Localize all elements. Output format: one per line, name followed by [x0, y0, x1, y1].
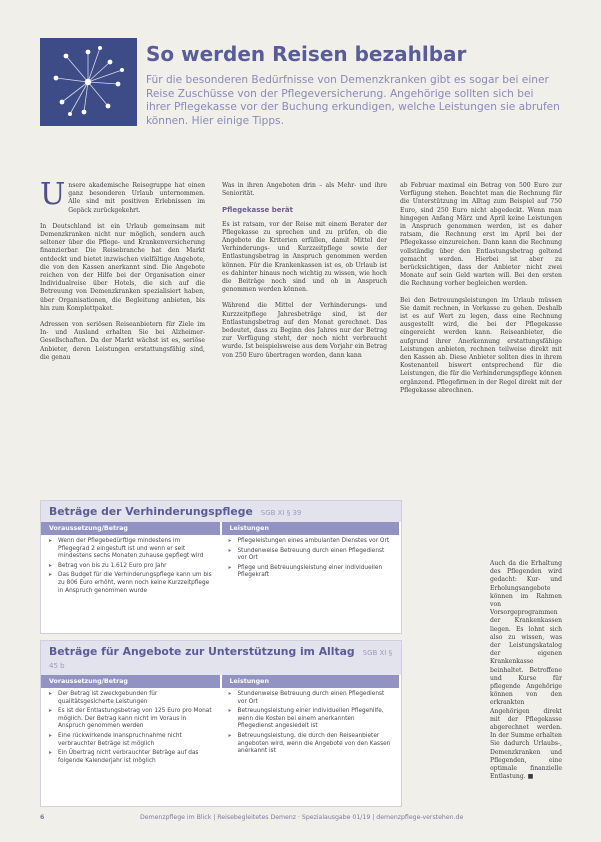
- info-table: [41, 675, 401, 770]
- subheading: Pflegekasse berät: [222, 206, 294, 215]
- page-number: 6: [40, 814, 45, 821]
- column-header: Voraussetzung/Betrag: [41, 675, 221, 688]
- table-cell: [221, 535, 401, 600]
- info-box-verhinderungspflege: [40, 500, 402, 634]
- list-item: ▸ Wenn der Pflegebedürftige mindestens im Pflegegrad 2 eingestuft ist und wenn er seit mindestens sechs Monaten zuhause gepflegt wird: [58, 538, 213, 561]
- list-item: ▸ Ein Übertrag nicht verbrauchter Beträge auf das folgende Kalenderjahr ist möglich: [58, 750, 213, 765]
- list-item: ▸ Es ist der Entlastungsbetrag von 125 Euro pro Monat möglich. Der Betrag kann nicht im Voraus in Anspruch genommen werden: [58, 708, 213, 731]
- paragraph: In Deutschland ist ein Urlaub gemeinsam mit Demenzkranken nicht nur möglich, sondern auch seltener über die Pflege- und Krankenversicherung finanzierbar. Die Reisebranche hat den Markt entdeckt und bietet inzwischen vielfältige Angebote, die von den Kassen anerkannt sind. Die Angebote reichen von der Hilfe bei der Organisation einer Individualreise über Hotels, die sich auf die Betreuung von Demenzkranken spezialisiert haben, über Organisationen, die Begleitung anbieten, bis hin zum Komplettpaket.: [40, 222, 205, 312]
- list-item: ▸ Pflegeleistungen eines ambulanten Dienstes vor Ort: [238, 538, 393, 546]
- table-cell: [41, 535, 221, 600]
- bullet-list: [49, 538, 213, 595]
- paragraph: [40, 177, 205, 215]
- text-column-2: [222, 182, 387, 368]
- paragraph: Was in ihren Angeboten drin – als Mehr- und ihre Seniorität.: [222, 182, 387, 198]
- paragraph: Adressen von seriösen Reiseanbietern für Ziele im In- und Ausland erhalten Sie bei Alzheimer-Gesellschaften. Da der Markt wächst ist es, seriöse Anbieter, deren Leistungen erstattungsfähig sind, die genau: [40, 321, 205, 361]
- table-cell: [221, 688, 401, 770]
- text-column-1: [40, 177, 205, 370]
- article-title: So werden Reisen bezahlbar: [146, 42, 467, 66]
- paragraph: Bei den Betreuungsleistungen im Urlaub müssen Sie damit rechnen, in Vorkasse zu gehen. Deshalb ist es auf Wert zu legen, dass eine Rechnung ausgestellt wird, die bei der Pflegekasse eingereicht werden kann. Reiseanbieter, die aufgrund ihrer Anerkennung erstattungsfähige Leistungen anbieten, rechnen teilweise direkt mit den Kassen ab. Diese Anbieter sollten dies in ihrem Kostenanteil biswert entsprechend für die Leistungen, die für die Verhinderungspflege können ergänzend. Pflegefirmen in der Regel direkt mit der Pflegekasse abrechnen.: [400, 296, 562, 394]
- text-column-3-continued: [490, 560, 562, 789]
- page-footer: [40, 814, 562, 821]
- dandelion-icon: [40, 38, 137, 126]
- paragraph: Es ist ratsam, vor der Reise mit einem Berater der Pflegekasse zu sprechen und zu prüfen, ob die Angebote die Kriterien erfüllen, damit Mittel der Verhinderungs- und Kurzzeitpflege sowie der Entlastungsbetrag in Anspruch genommen werden können. Für die Krankenkassen ist es, ob Urlaub ist es dahinter hinaus noch wichtig zu wissen, wie hoch die Beiträge noch sind und ob in Anspruch genommen werden können.: [222, 220, 387, 294]
- list-item: ▸ Pflege und Betreuungsleistung einer individuellen Pflegekraft: [238, 565, 393, 580]
- paragraph-text: nsere akademische Reisegruppe hat einen ganz besonderen Urlaub unternommen. Alle sind mit positiven Erlebnissen im Gepäck zurückgekehrt.: [68, 182, 205, 214]
- bullet-list: [49, 691, 213, 765]
- box-title: [41, 501, 401, 522]
- box-title-text: Beträge für Angebote zur Unterstützung im Alltag: [49, 645, 355, 658]
- law-reference: SGB XI § 39: [260, 509, 302, 517]
- column-header: Voraussetzung/Betrag: [41, 522, 221, 535]
- text-column-3: [400, 182, 562, 403]
- list-item: ▸ Betrag von bis zu 1.612 Euro pro Jahr: [58, 563, 213, 571]
- list-item: ▸ Betreuungsleistung einer individuellen Pflegehilfe, wenn die Kosten bei einem anerkannten Pflegedienst angesiedelt ist: [238, 708, 393, 731]
- info-box-alltag: [40, 640, 402, 807]
- column-header: Leistungen: [221, 675, 401, 688]
- list-item: ▸ Eine rückwirkende Inanspruchnahme nicht verbrauchter Beträge ist möglich: [58, 733, 213, 748]
- column-header: Leistungen: [221, 522, 401, 535]
- paragraph: Während die Mittel der Verhinderungs- und Kurzzeitpflege Jahresbeträge sind, ist der Entlastungsbetrag auf den Monat gerechnet. Das bedeutet, dass zu Beginn des Jahres nur der Betrag zur Verfügung steht, der noch nicht verbraucht wurde. Ist beispielsweise aus dem Vorjahr ein Betrag von 250 Euro übertragen worden, dann kann: [222, 302, 387, 359]
- list-item: ▸ Stundenweise Betreuung durch einen Pflegedienst vor Ort: [238, 691, 393, 706]
- box-title-text: Beträge der Verhinderungspflege: [49, 505, 253, 518]
- paragraph: Auch da die Erhaltung des Pflegenden wird gedacht: Kur- und Erholungsangebote können im Rahmen von Vorsorgeprogrammen der Krankenkassen liegen. Es lohnt sich also zu wissen, was der Leistungskatalog der eigenen Krankenkasse beinhaltet. Betroffene und Kurse für pflegende Angehörige können von den erkrankten Angehörigen direkt mit der Pflegekasse abgerechnet werden. In der Summe erhalten Sie dadurch Urlaubs-, Demenzkranken und Pflegenden, eine optimale finanzielle Entlastung. ■: [490, 560, 562, 781]
- list-item: ▸ Das Budget für die Verhinderungspflege kann um bis zu 806 Euro erhöht, wenn noch keine Kurzzeitpflege in Anspruch genommen wurde: [58, 572, 213, 595]
- law-reference: SGB XI § 45 b: [49, 649, 393, 670]
- bullet-list: [229, 691, 393, 756]
- box-title: [41, 641, 401, 675]
- drop-cap: U: [40, 177, 66, 212]
- bullet-list: [229, 538, 393, 580]
- list-item: ▸ Stundenweise Betreuung durch einen Pflegedienst vor Ort: [238, 548, 393, 563]
- paragraph: ab Februar maximal ein Betrag von 500 Euro zur Verfügung stehen. Beachtet man die Rechnung für die Unterstützung im Alltag zum Beispiel auf 750 Euro, sind 250 Euro nicht abgedeckt. Wenn man hingegen Anfang März und April keine Leistungen in Anspruch genommen werden, ist es daher ratsam, die Rechnung erst im April bei der Pflegekasse einzureichen. Dann kann die Rechnung vollständig über den Entlastungsbetrag geltend gemacht werden. Hierbei ist aber zu berücksichtigen, dass der Anbieter nicht zwei Monate auf sein Geld warten will. Bei den ersten die Rechnung vorher begleichen werden.: [400, 182, 562, 288]
- list-item: ▸ Betreuungsleistung, die durch den Reiseanbieter angeboten wird, wenn die Angebote von den Kassen anerkannt ist: [238, 733, 393, 756]
- table-cell: [41, 688, 221, 770]
- footer-text: Demenzpflege im Blick | Reisebegleitetes Demenz · Spezialausgabe 01/19 | demenzpflege-verstehen.de: [140, 814, 464, 821]
- intro-text: Für die besonderen Bedürfnisse von Demenzkranken gibt es sogar bei einer Reise Zuschüsse von der Pflegeversicherung. Angehörige sollten sich bei ihrer Pflegekasse vor der Buchung erkundigen, welche Leistungen sie abrufen können. Hier einige Tipps.: [146, 74, 560, 127]
- list-item: ▸ Der Betrag ist zweckgebunden für qualitätsgesicherte Leistungen: [58, 691, 213, 706]
- info-table: [41, 522, 401, 600]
